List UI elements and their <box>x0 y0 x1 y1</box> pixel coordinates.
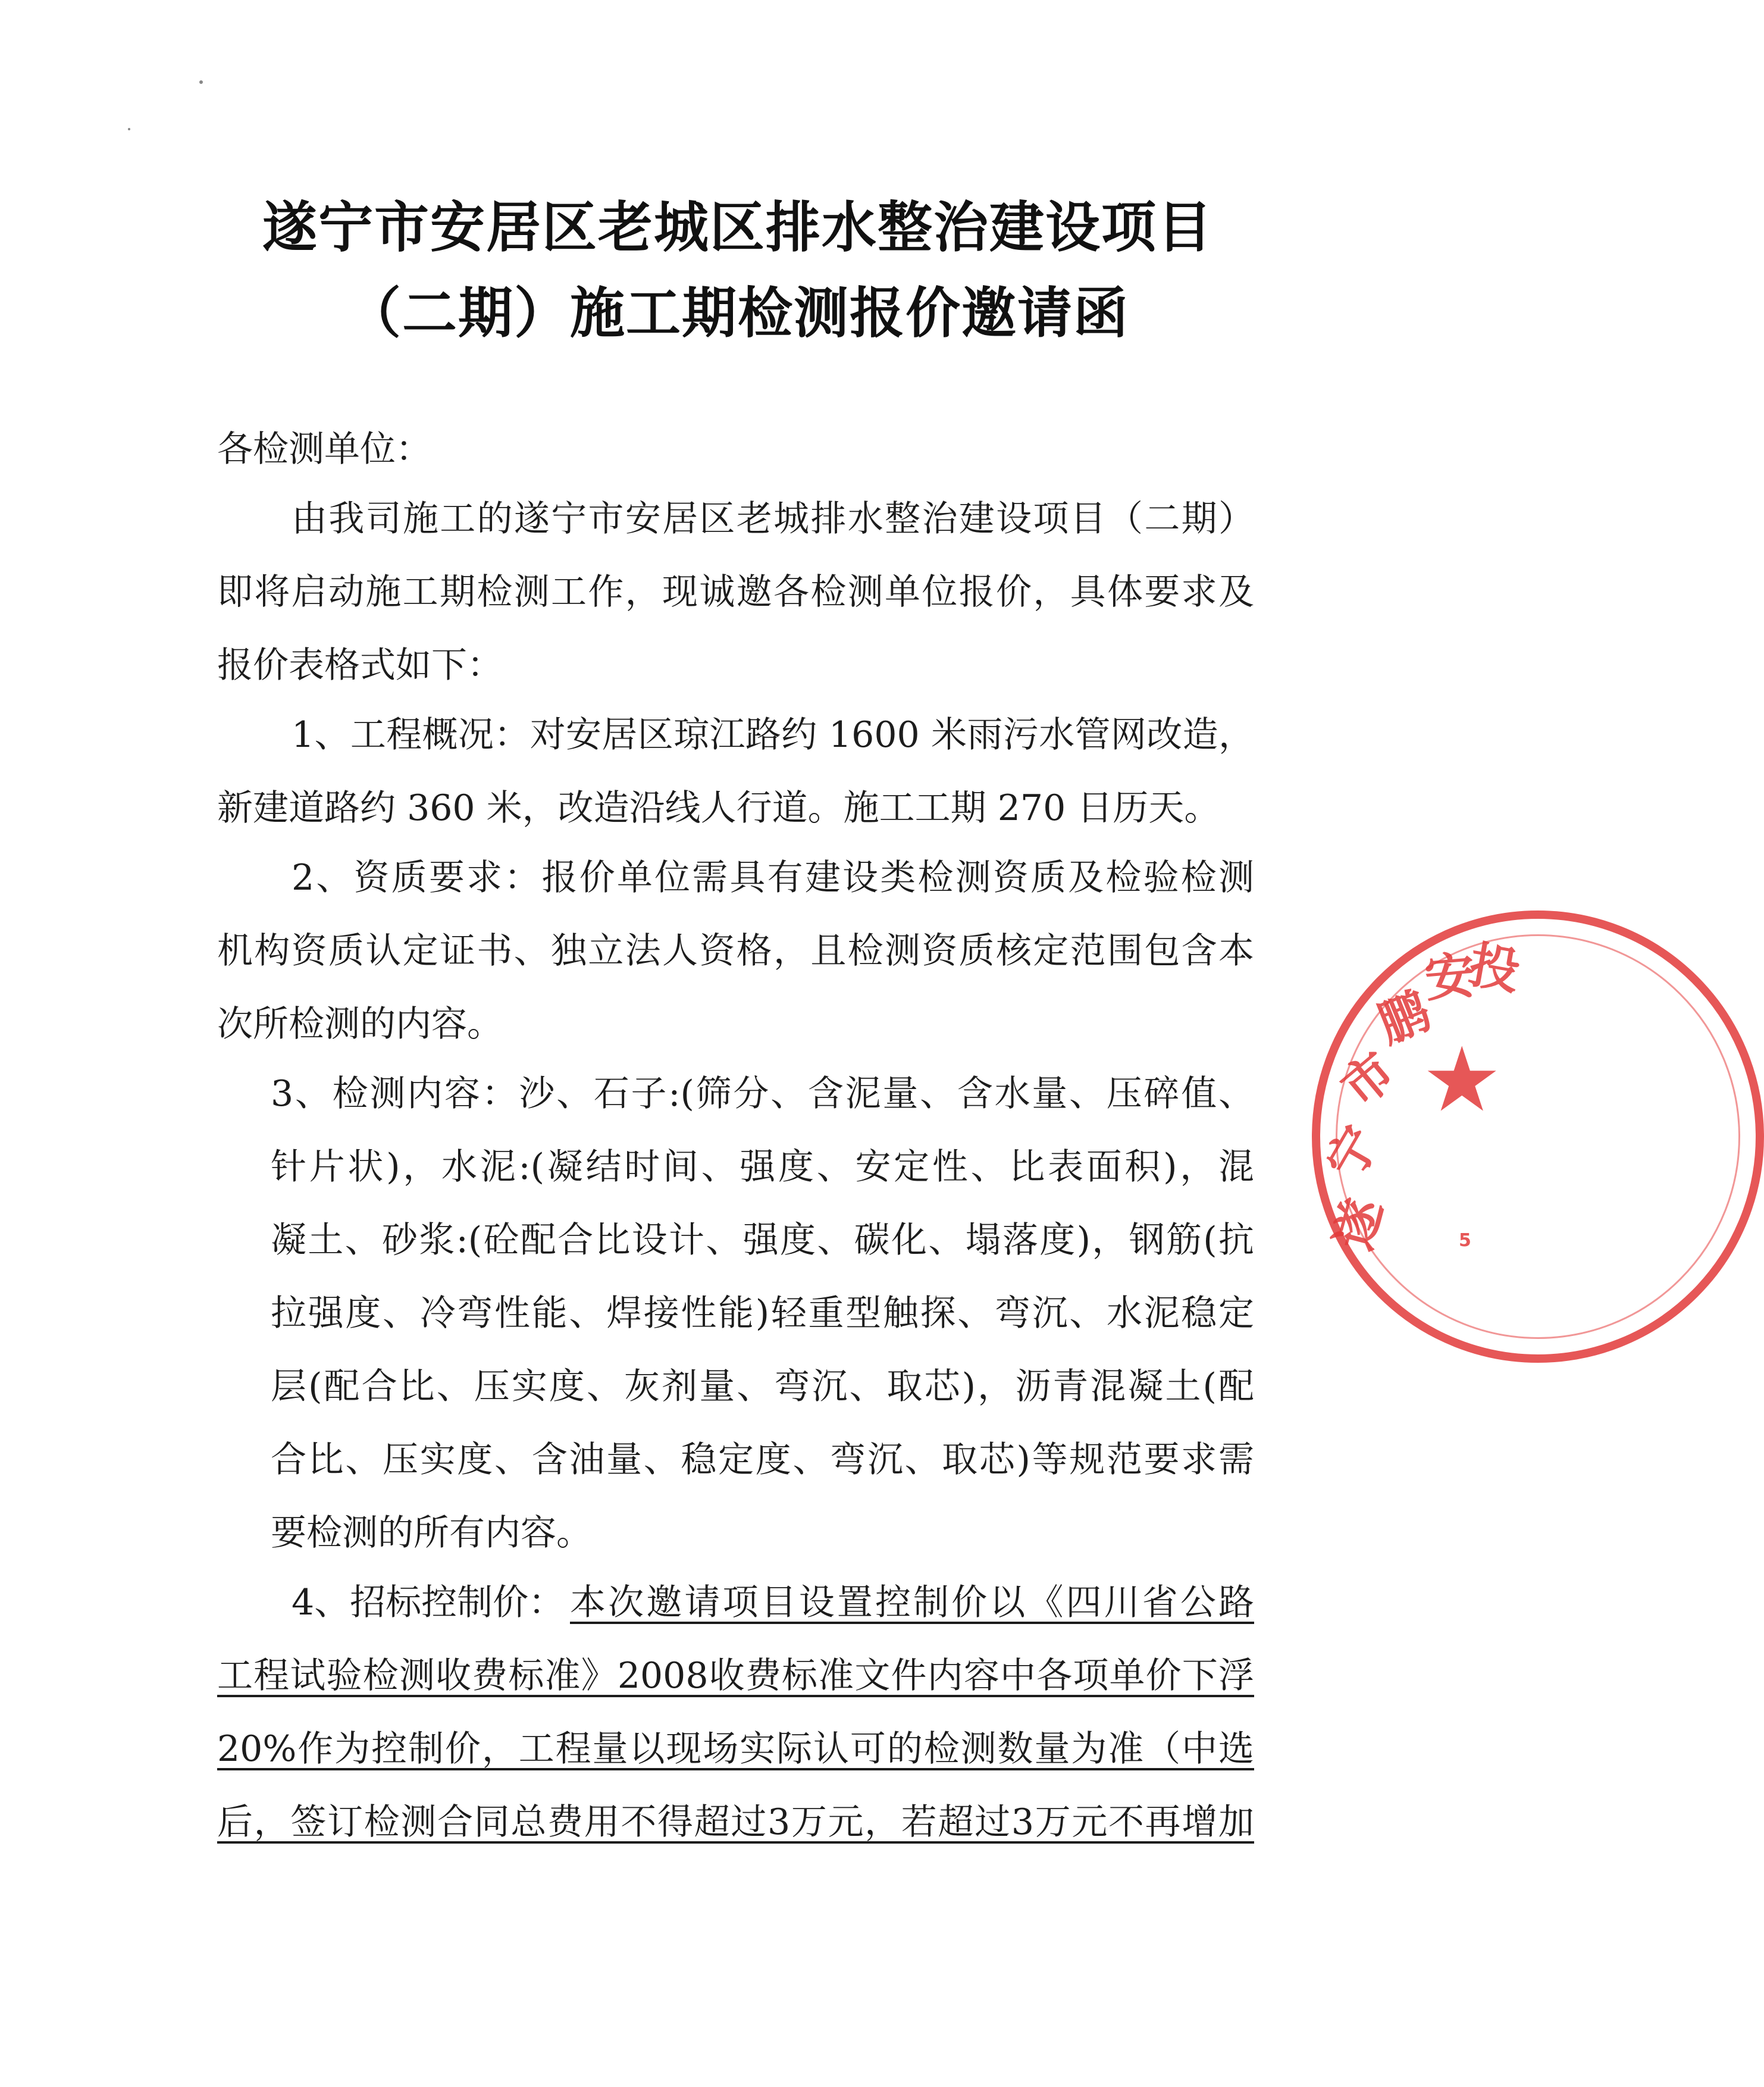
item3-line-7: 要检测的所有内容。 <box>271 1512 592 1554</box>
item3-line-4: 拉强度、冷弯性能、焊接性能)轻重型触探、弯沉、水泥稳定 <box>271 1293 1254 1334</box>
document-title-line-2: （二期）施工期检测报价邀请函 <box>346 281 1129 345</box>
intro-line-3: 报价表格式如下： <box>217 644 503 686</box>
item1-line-2: 新建道路约 360 米，改造沿线人行道。施工工期 270 日历天。 <box>217 787 1220 829</box>
scan-speck <box>199 80 203 84</box>
item2-line-1: 2、资质要求：报价单位需具有建设类检测资质及检验检测 <box>292 857 1254 899</box>
intro-line-2: 即将启动施工期检测工作，现诚邀各检测单位报价，具体要求及 <box>217 571 1254 613</box>
item2-line-2: 机构资质认定证书、独立法人资格，且检测资质核定范围包含本 <box>217 930 1254 972</box>
item4-line-4: 后，签订检测合同总费用不得超过3万元，若超过3万元不再增加 <box>217 1801 1254 1843</box>
item4-label: 4、招标控制价： <box>292 1582 565 1623</box>
item4-line-1: 本次邀请项目设置控制价以《四川省公路 <box>570 1582 1254 1623</box>
document-title-line-1: 遂宁市安居区老城区排水整治建设项目 <box>262 196 1213 259</box>
seal-character: 宁 <box>1315 1116 1391 1189</box>
seal-character: 市 <box>1330 1041 1406 1118</box>
salutation: 各检测单位： <box>217 428 431 470</box>
item3-line-6: 合比、压实度、含油量、稳定度、弯沉、取芯)等规范要求需 <box>271 1439 1254 1481</box>
seal-character: 遂 <box>1324 1192 1394 1256</box>
scan-speck <box>128 128 130 130</box>
item3-line-5: 层(配合比、压实度、灰剂量、弯沉、取芯)，沥青混凝土(配 <box>271 1366 1254 1407</box>
seal-character: 鹏 <box>1370 981 1439 1055</box>
item4-line-2: 工程试验检测收费标准》2008收费标准文件内容中各项单价下浮 <box>217 1655 1254 1697</box>
seal-character: 安 <box>1422 946 1478 1009</box>
item1-line-1: 1、工程概况：对安居区琼江路约 1600 米雨污水管网改造， <box>292 714 1254 756</box>
item2-line-3: 次所检测的内容。 <box>217 1003 503 1045</box>
item4-line-3: 20%作为控制价，工程量以现场实际认可的检测数量为准（中选 <box>217 1728 1254 1770</box>
seal-character: 投 <box>1465 935 1524 1002</box>
intro-line-1: 由我司施工的遂宁市安居区老城排水整治建设项目（二期） <box>292 498 1254 540</box>
item3-line-1: 3、检测内容：沙、石子:(筛分、含泥量、含水量、压碎值、 <box>271 1073 1254 1115</box>
item3-line-3: 凝土、砂浆:(砼配合比设计、强度、碳化、塌落度)，钢筋(抗 <box>271 1219 1254 1261</box>
item3-line-2: 针片状)，水泥:(凝结时间、强度、安定性、比表面积)，混 <box>271 1146 1254 1188</box>
seal-star-icon: ★ <box>1422 1028 1502 1132</box>
seal-small-character: 5 <box>1459 1230 1471 1251</box>
